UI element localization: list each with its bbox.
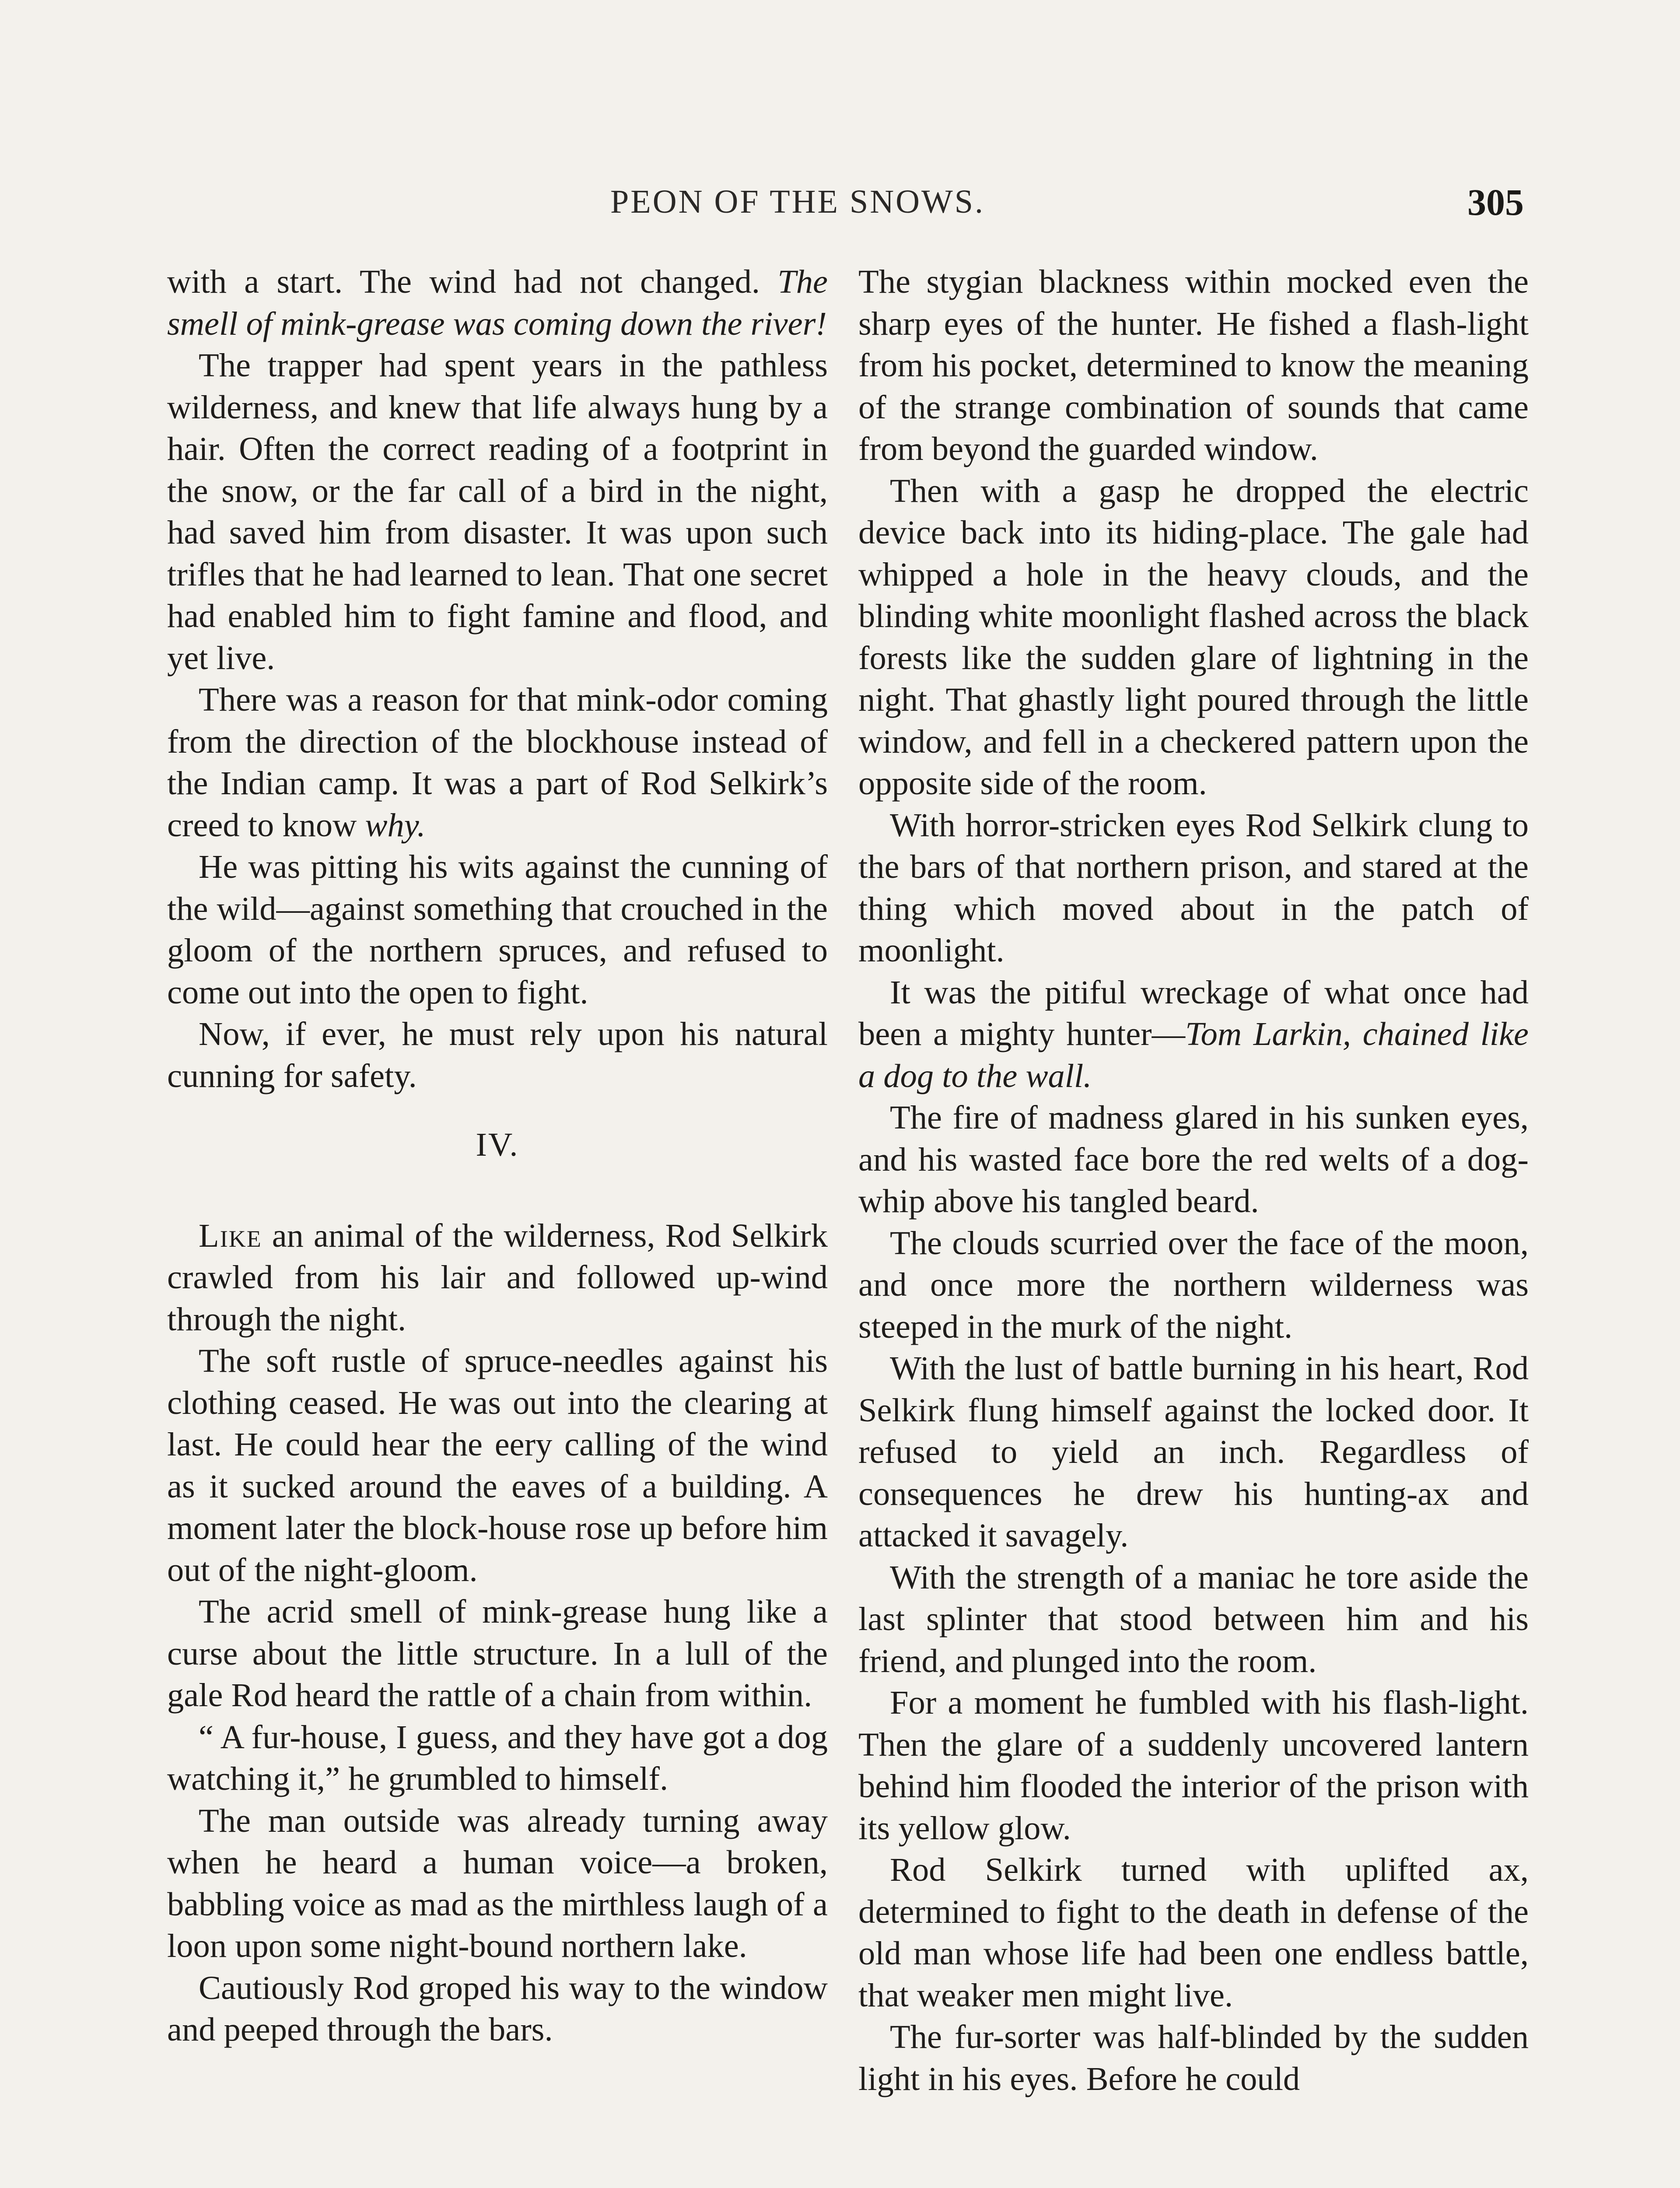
paragraph: For a moment he fumbled with his flash-light. Then the glare of a suddenly uncovered lantern behind him flooded the interior of the prison with its yellow glow. [858, 1684, 1529, 1847]
paragraph: Now, if ever, he must rely upon his natural cunning for safety. [167, 1015, 828, 1094]
right-column [858, 261, 1529, 2100]
paragraph: “ A fur-house, I guess, and they have got a dog watching it,” he grumbled to himself. [167, 1718, 828, 1797]
paragraph: He was pitting his wits against the cunning of the wild—against something that crouched in the gloom of the northern spruces, and refused to come out into the open to fight. [167, 848, 828, 1011]
paragraph: Then with a gasp he dropped the electric device back into its hiding-place. The gale had whipped a hole in the heavy clouds, and the blinding white moonlight flashed across the black forests like the sudden glare of lightning in the night. That ghastly light poured through the little window, and fell in a checkered pattern upon the opposite side of the room. [858, 472, 1529, 802]
paragraph [167, 679, 828, 846]
section-heading: IV. [476, 1126, 519, 1163]
paragraph [858, 971, 1529, 1097]
paragraph: Cautiously Rod groped his way to the window and peeped through the bars. [167, 1969, 828, 2048]
running-title: PEON OF THE SNOWS. [610, 183, 985, 220]
paragraph-text: It was the pitiful wreckage of what once had been a mighty hunter— [858, 973, 1529, 1052]
paragraph: The man outside was already turning away when he heard a human voice—a broken, babbling voice as mad as the mirthless laugh of a loon upon some night-bound northern lake. [167, 1802, 828, 1964]
paragraph: Rod Selkirk turned with uplifted ax, determined to fight to the death in defense of the old man whose life had been one endless battle, that weaker men might live. [858, 1851, 1529, 2014]
italic-text: The smell of mink-grease was coming down the river! [167, 263, 828, 342]
paragraph [167, 1215, 828, 1340]
paragraph [167, 261, 828, 344]
italic-text: Tom Larkin, chained like a dog to the wall. [858, 1015, 1529, 1094]
paragraph: The fire of madness glared in his sunken eyes, and his wasted face bore the red welts of a dog-whip above his tangled beard. [858, 1099, 1529, 1220]
paragraph: The acrid smell of mink-grease hung like a curse about the little structure. In a lull of the gale Rod heard the rattle of a chain from within. [167, 1593, 828, 1714]
paragraph: The clouds scurried over the face of the moon, and once more the northern wilderness was steeped in the murk of the night. [858, 1224, 1529, 1345]
paragraph: With the lust of battle burning in his heart, Rod Selkirk flung himself against the locked door. It refused to yield an inch. Regardless of consequences he drew his hunting-ax and attacked it savagely. [858, 1350, 1529, 1554]
paragraph: With the strength of a maniac he tore aside the last splinter that stood between him and his friend, and plunged into the room. [858, 1558, 1529, 1680]
paragraph: The soft rustle of spruce-needles against his clothing ceased. He was out into the clearing at last. He could hear the eery calling of the wind as it sucked around the eaves of a building. A moment later the block-house rose up before him out of the night-gloom. [167, 1342, 828, 1588]
paragraph-text: with a start. The wind had not changed. [167, 263, 760, 300]
left-column [167, 261, 828, 2051]
paragraph: The fur-sorter was half-blinded by the sudden light in his eyes. Before he could [858, 2018, 1529, 2097]
paragraph: The trapper had spent years in the pathless wilderness, and knew that life always hung by a hair. Often the correct reading of a footprint in the snow, or the far call of a bird in the night, had saved him from disaster. It was upon such trifles that he had learned to lean. That one secret had enabled him to fight famine and flood, and yet live. [167, 347, 828, 677]
page-number: 305 [1467, 181, 1524, 223]
italic-text: why. [365, 806, 426, 844]
paragraph-text: an animal of the wilderness, Rod Selkirk crawled from his lair and followed up-wind through the night. [167, 1217, 828, 1338]
drop-word: Like [199, 1217, 262, 1254]
paragraph: With horror-stricken eyes Rod Selkirk clung to the bars of that northern prison, and stared at the thing which moved about in the patch of moonlight. [858, 806, 1529, 969]
paragraph: The stygian blackness within mocked even the sharp eyes of the hunter. He fished a flash-light from his pocket, determined to know the meaning of the strange combination of sounds that came from beyond the guarded window. [858, 263, 1529, 467]
paragraph-text: There was a reason for that mink-odor coming from the direction of the blockhouse instead of the Indian camp. It was a part of Rod Selkirk’s creed to know [167, 681, 828, 844]
